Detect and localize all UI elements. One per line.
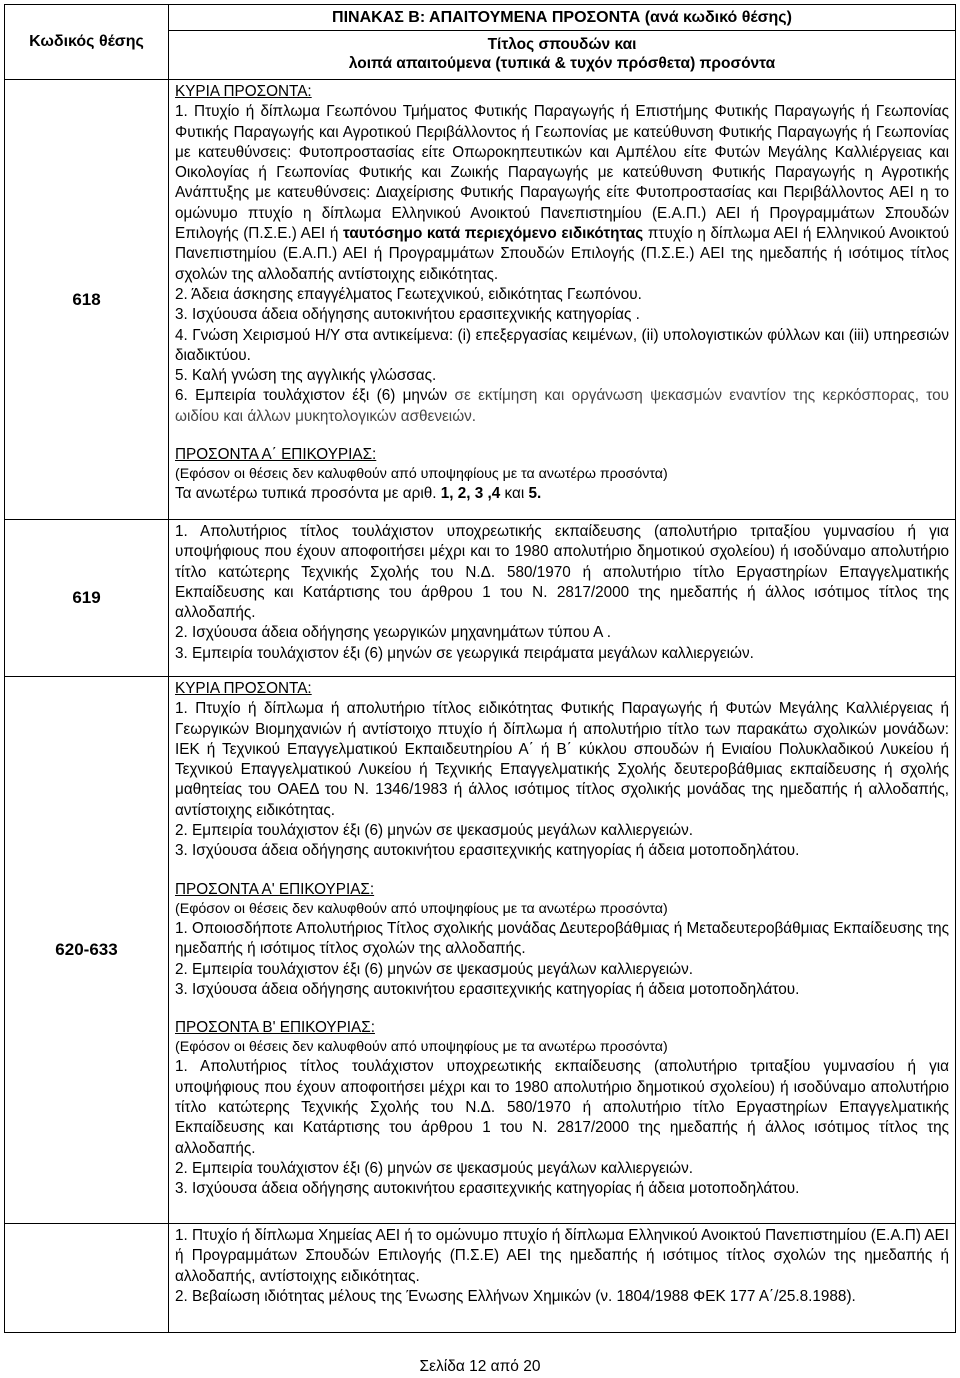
requirement-item: 4. Γνώση Χειρισμού Η/Υ στα αντικείμενα: (i) επεξεργασίας κειμένων, (ii) υπολογιστικών φύλλων και (iii) υπηρεσιών διαδικτύου. [175, 326, 949, 364]
table-row [5, 520, 956, 677]
requirement-text: και [500, 485, 529, 503]
requirement-item [175, 386, 949, 427]
table-row [5, 1224, 956, 1333]
section-heading: ΚΥΡΙΑ ΠΡΟΣΟΝΤΑ: [175, 680, 312, 697]
requirement-text: 1. Πτυχίο ή δίπλωμα Γεωπόνου Τμήματος Φυτικής Παραγωγής ή Επιστήμης Φυτικής Παραγωγής ή Γεωπονίας Φυτικής Παραγωγής και Αγροτικού Περιβάλλοντος ή Γεωπονίας με κατεύθυνση Φυτικής Παραγωγής ή Γεωπονίας με κατευθύνσεις: Φυτοπροστασίας είτε Οπωροκηπευτικών και Αμπέλου είτε Φυτών Μεγάλης Καλλιέργειας και Οικολογίας ή Γεωπονίας Φυτικής και Ζωικής Παραγωγής με κατεύθυνση Φυτικής Παραγωγής η Αγροτικής Ανάπτυξης με κατευθύνσεις: Διαχείρισης Φυτικής Παραγωγής είτε Φυτοπροστασίας και Περιβάλλοντος ΑΕΙ η το ομώνυμο πτυχίο η δίπλωμα Ελληνικού Ανοικτού Πανεπιστημίου (Ε.Α.Π.) ΑΕΙ ή Προγραμμάτων Σπουδών Επιλογής (Π.Σ.Ε.) ΑΕΙ ή [175, 103, 949, 243]
title-column-label-line2: λοιπά απαιτούμενα (τυπικά & τυχόν πρόσθετα) προσόντα [348, 55, 776, 73]
requirement-item [175, 102, 949, 285]
section-note: (Εφόσον οι θέσεις δεν καλυφθούν από υποψηφίους με τα ανωτέρω προσόντα) [175, 900, 668, 917]
table-row [5, 80, 956, 520]
requirement-item: 1. Οποιοσδήποτε Απολυτήριος Τίτλος σχολικής μονάδας Δευτεροβάθμιας ή Μεταδευτεροβάθμιας Εκπαίδευσης της ημεδαπής ή ισότιμος τίτλος σχολών της αλλοδαπής. [175, 919, 949, 958]
row-code [5, 520, 169, 677]
requirement-item: 1. Πτυχίο ή δίπλωμα Χημείας ΑΕΙ ή το ομώνυμο πτυχίο ή δίπλωμα Ελληνικού Ανοικτού Πανεπιστημίου (Ε.Α.Π) ΑΕΙ ή Προγραμμάτων Σπουδών Επιλογής (Π.Σ.Ε) ΑΕΙ της ημεδαπής ή ισότιμος τίτλος σχολών της ημεδαπής ή αλλοδαπής, αντίστοιχης ειδικότητας. [175, 1227, 949, 1285]
row-code [5, 80, 169, 520]
row-content [169, 1224, 956, 1333]
requirement-item: 2. Εμπειρία τουλάχιστον έξι (6) μηνών σε ψεκασμούς μεγάλων καλλιεργειών. [175, 822, 694, 840]
page-number: Σελίδα 12 από 20 [419, 1358, 541, 1375]
requirement-item: 5. Καλή γνώση της αγγλικής γλώσσας. [175, 367, 437, 385]
requirement-item: 1. Απολυτήριος τίτλος τουλάχιστον υποχρεωτικής εκπαίδευσης (απολυτήριο τριταξίου γυμνασίου ή για υποψήφιους που έχουν αποφοιτήσει μέχρι και το 1980 απολυτήριο δημοτικού σχολείου) ή ισοδύναμο απολυτήριο τίτλο κατώτερης Τεχνικής Σχολής του Ν.Δ. 580/1970 ή απολυτήριο τίτλο Εργαστηρίων Επαγγελματικής Εκπαίδευσης και Κατάρτισης του άρθρου 1 του Ν. 2817/2000 της ημεδαπής ή άλλος ισότιμος τίτλος της αλλοδαπής. [175, 1058, 949, 1157]
title-column-label-line1: Τίτλος σπουδών και [487, 36, 637, 54]
requirement-item: 2. Εμπειρία τουλάχιστον έξι (6) μηνών σε ψεκασμούς μεγάλων καλλιεργειών. [175, 1159, 694, 1177]
requirement-text: πτυχίο η δίπλωμα ΑΕΙ ή Ελληνικού Ανοικτού Πανεπιστημίου (Ε.Α.Π.) ΑΕΙ ή Προγραμμάτων Σπουδών Επιλογής (Π.Σ.Ε.) ΑΕΙ της ημεδαπής ή ισότιμος τίτλος σχολών της αλλοδαπής αντίστοιχης ειδικότητας. [175, 225, 949, 283]
requirement-emphasis: ταυτόσημο κατά περιεχόμενο ειδικότητας [342, 225, 644, 243]
row-code-text: 618 [72, 289, 101, 309]
row-code [5, 1224, 169, 1333]
requirement-item: 2. Άδεια άσκησης επαγγέλματος Γεωτεχνικού, ειδικότητας Γεωπόνου. [175, 285, 642, 303]
row-code [5, 677, 169, 1224]
requirement-item: 2. Εμπειρία τουλάχιστον έξι (6) μηνών σε ψεκασμούς μεγάλων καλλιεργειών. [175, 960, 694, 978]
requirement-item: 1. Πτυχίο ή δίπλωμα ή απολυτήριο τίτλος ειδικότητας Φυτικής Παραγωγής ή Φυτών Μεγάλης Καλλιέργειας ή Γεωργικών Βιομηχανιών ή αντίστοιχο πτυχίο ή δίπλωμα ή απολυτήριο τίτλο των παρακάτω σχολικών μονάδων: ΙΕΚ ή Τεχνικού Επαγγελματικού Εκπαιδευτηρίου Α΄ ή Β΄ κύκλου σπουδών ή Ενιαίου Πολυκλαδικού Λυκείου ή Τεχνικού Επαγγελματικού Λυκείου ή Τεχνικής Επαγγελματικής Σχολής δευτεροβάθμιας εκπαίδευσης ή σχολής μαθητείας του ΟΑΕΔ του Ν. 1346/1983 ή άλλος ισότιμος τίτλος σχολικής μονάδας της ημεδαπής ή αλλοδαπής, αντίστοιχης ειδικότητας. [175, 700, 949, 819]
requirement-text: Τα ανωτέρω τυπικά προσόντα με αριθ. [175, 485, 441, 503]
row-content [169, 80, 956, 520]
row-code-text: 620-633 [55, 940, 118, 959]
table-title-text: ΠΙΝΑΚΑΣ Β: ΑΠΑΙΤΟΥΜΕΝΑ ΠΡΟΣΟΝΤΑ (ανά κωδικό θέσης) [332, 9, 792, 26]
row-content [169, 677, 956, 1224]
document-page [4, 4, 956, 1333]
table-row [5, 677, 956, 1224]
section-heading: ΠΡΟΣΟΝΤΑ Α΄ ΕΠΙΚΟΥΡΙΑΣ: [175, 446, 377, 464]
page-footer [0, 1358, 960, 1376]
requirement-item: 1. Απολυτήριος τίτλος τουλάχιστον υποχρεωτικής εκπαίδευσης (απολυτήριο τριταξίου γυμνασίου ή για υποψήφιους που έχουν αποφοιτήσει μέχρι και το 1980 απολυτήριο δημοτικού σχολείου) ή ισοδύναμο απολυτήριο τίτλο κατώτερης Τεχνικής Σχολής του Ν.Δ. 580/1970 ή απολυτήριο τίτλο Εργαστηρίων Επαγγελματικής Εκπαίδευσης και Κατάρτισης του άρθρου 1 του Ν. 2817/2000 της ημεδαπής ή άλλος ισότιμος τίτλος της αλλοδαπής. [175, 523, 949, 622]
code-column-header [5, 5, 169, 80]
section-note: (Εφόσον οι θέσεις δεν καλυφθούν από υποψηφίους με τα ανωτέρω προσόντα) [175, 466, 668, 483]
requirement-text: 6. Εμπειρία τουλάχιστον έξι (6) μηνών [175, 387, 448, 405]
requirement-text: σε εκτίμηση και οργάνωση ψεκασμών εναντίον της κερκόσπορας, του ωιδίου και άλλων μυκητολογικών ασθενειών. [175, 387, 950, 425]
requirement-emphasis: 1, 2, 3 ,4 [440, 485, 501, 503]
section-heading: ΚΥΡΙΑ ΠΡΟΣΟΝΤΑ: [175, 83, 312, 100]
title-column-header [169, 31, 956, 80]
row-content [169, 520, 956, 677]
requirement-item: 3. Ισχύουσα άδεια οδήγησης αυτοκινήτου ερασιτεχνικής κατηγορίας ή άδεια μοτοποδηλάτου. [175, 1180, 800, 1198]
table-title [169, 5, 956, 31]
table-header-row [5, 5, 956, 31]
section-heading: ΠΡΟΣΟΝΤΑ Β' ΕΠΙΚΟΥΡΙΑΣ: [175, 1019, 375, 1037]
requirement-item: 3. Ισχύουσα άδεια οδήγησης αυτοκινήτου ερασιτεχνικής κατηγορίας ή άδεια μοτοποδηλάτου. [175, 980, 800, 998]
requirement-item: 3. Ισχύουσα άδεια οδήγησης αυτοκινήτου ερασιτεχνικής κατηγορίας . [175, 306, 640, 324]
section-heading: ΠΡΟΣΟΝΤΑ Α' ΕΠΙΚΟΥΡΙΑΣ: [175, 880, 375, 898]
requirement-item: 3. Ισχύουσα άδεια οδήγησης αυτοκινήτου ερασιτεχνικής κατηγορίας ή άδεια μοτοποδηλάτου. [175, 842, 800, 860]
section-note: (Εφόσον οι θέσεις δεν καλυφθούν από υποψηφίους με τα ανωτέρω προσόντα) [175, 1039, 668, 1056]
requirement-item [175, 484, 949, 504]
requirement-emphasis: 5. [528, 485, 542, 503]
requirements-table [4, 4, 956, 1333]
row-code-text: 619 [72, 588, 101, 607]
code-column-label: Κωδικός θέσης [29, 33, 144, 50]
requirement-item: 2. Ισχύουσα άδεια οδήγησης γεωργικών μηχανημάτων τύπου Α . [175, 624, 612, 642]
requirement-item: 3. Εμπειρία τουλάχιστον έξι (6) μηνών σε γεωργικά πειράματα μεγάλων καλλιεργειών. [175, 644, 754, 662]
requirement-item: 2. Βεβαίωση ιδιότητας μέλους της Ένωσης Ελλήνων Χημικών (ν. 1804/1988 ΦΕΚ 177 Α΄/25.8.1988). [175, 1287, 856, 1305]
